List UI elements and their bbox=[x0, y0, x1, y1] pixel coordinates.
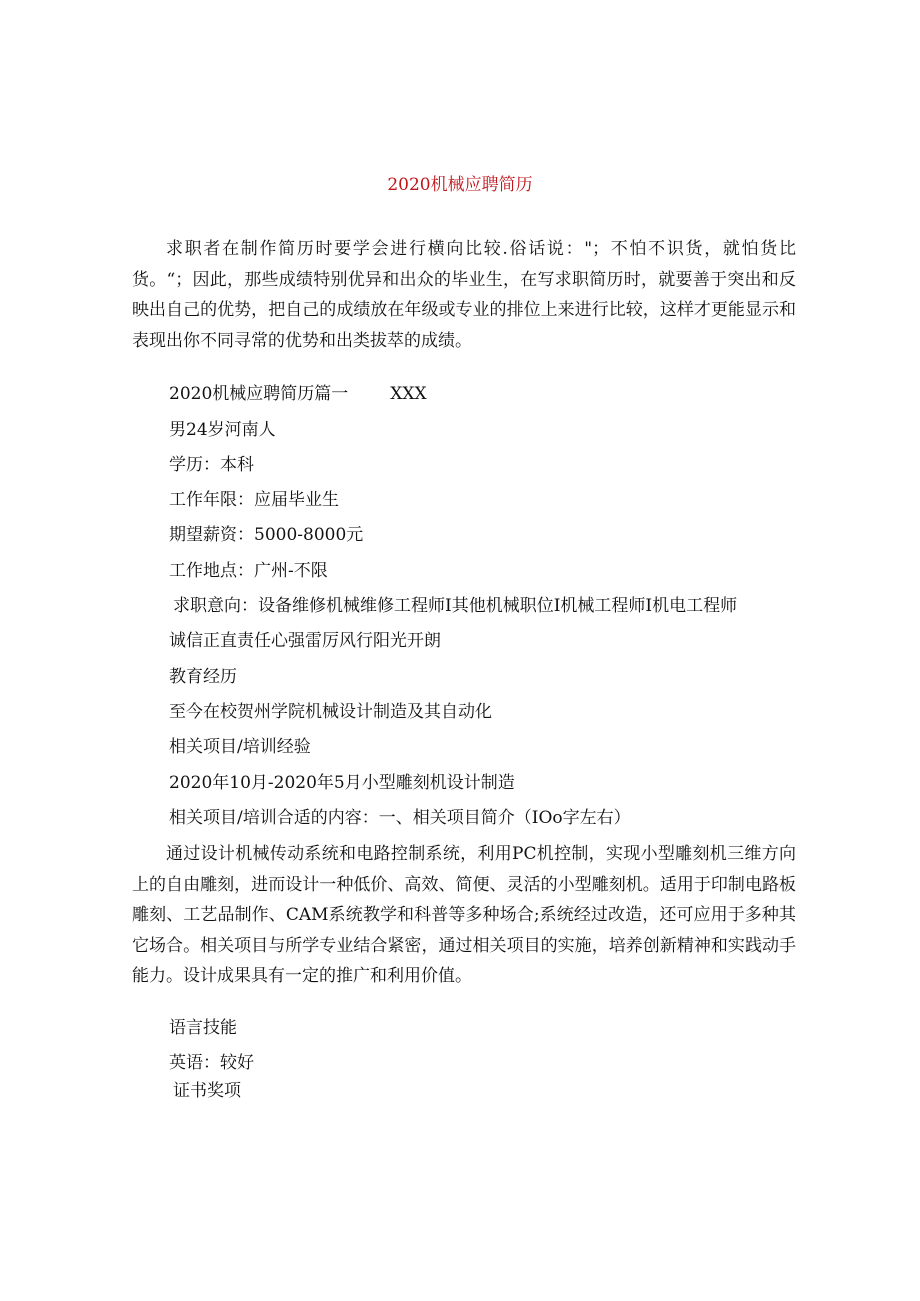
expected-salary: 期望薪资：5000-8000元 bbox=[169, 525, 364, 545]
document-title: 2020机械应聘简历 bbox=[387, 175, 533, 195]
education-level: 学历：本科 bbox=[169, 455, 254, 475]
work-years: 工作年限：应届毕业生 bbox=[169, 490, 339, 510]
education-detail: 至今在校贺州学院机械设计制造及其自动化 bbox=[169, 702, 492, 722]
basic-info: 男24岁河南人 bbox=[169, 420, 276, 440]
english-level: 英语：较好 bbox=[169, 1053, 254, 1073]
intro-paragraph: 求职者在制作简历时要学会进行横向比较.俗话说："；不怕不识货，就怕货比货。“；因此，那些成绩特别优异和出众的毕业生，在写求职简历时，就要善于突出和反映出自己的优势，把自己的成绩放在年级或专业的排位上来进行比较，这样才更能显示和表现出你不同寻常的优势和出类拔萃的成绩。 bbox=[132, 239, 796, 351]
project-heading: 相关项目/培训经验 bbox=[169, 737, 311, 757]
job-intention: 求职意向：设备维修机械维修工程师I其他机械职位I机械工程师I机电工程师 bbox=[173, 596, 738, 616]
education-heading: 教育经历 bbox=[169, 667, 237, 687]
project-title: 2020年10月-2020年5月小型雕刻机设计制造 bbox=[169, 773, 515, 793]
personal-motto: 诚信正直责任心强雷厉风行阳光开朗 bbox=[169, 631, 441, 651]
candidate-name: XXX bbox=[390, 384, 427, 404]
project-intro-label: 相关项目/培训合适的内容：一、相关项目简介（IOo字左右） bbox=[169, 808, 631, 828]
certificates-heading: 证书奖项 bbox=[173, 1081, 241, 1101]
resume-heading: 2020机械应聘简历篇一 bbox=[169, 384, 349, 404]
project-description: 通过设计机械传动系统和电路控制系统，利用PC机控制，实现小型雕刻机三维方向上的自由雕刻，进而设计一种低价、高效、简便、灵活的小型雕刻机。适用于印制电路板雕刻、工艺品制作、CAM系统教学和科普等多种场合;系统经过改造，还可应用于多种其它场合。相关项目与所学专业结合紧密，通过相关项目的实施，培养创新精神和实践动手能力。设计成果具有一定的推广和利用价值。 bbox=[132, 844, 796, 986]
work-location: 工作地点：广州-不限 bbox=[169, 561, 328, 581]
language-heading: 语言技能 bbox=[169, 1018, 237, 1038]
resume-heading-line bbox=[169, 383, 427, 405]
